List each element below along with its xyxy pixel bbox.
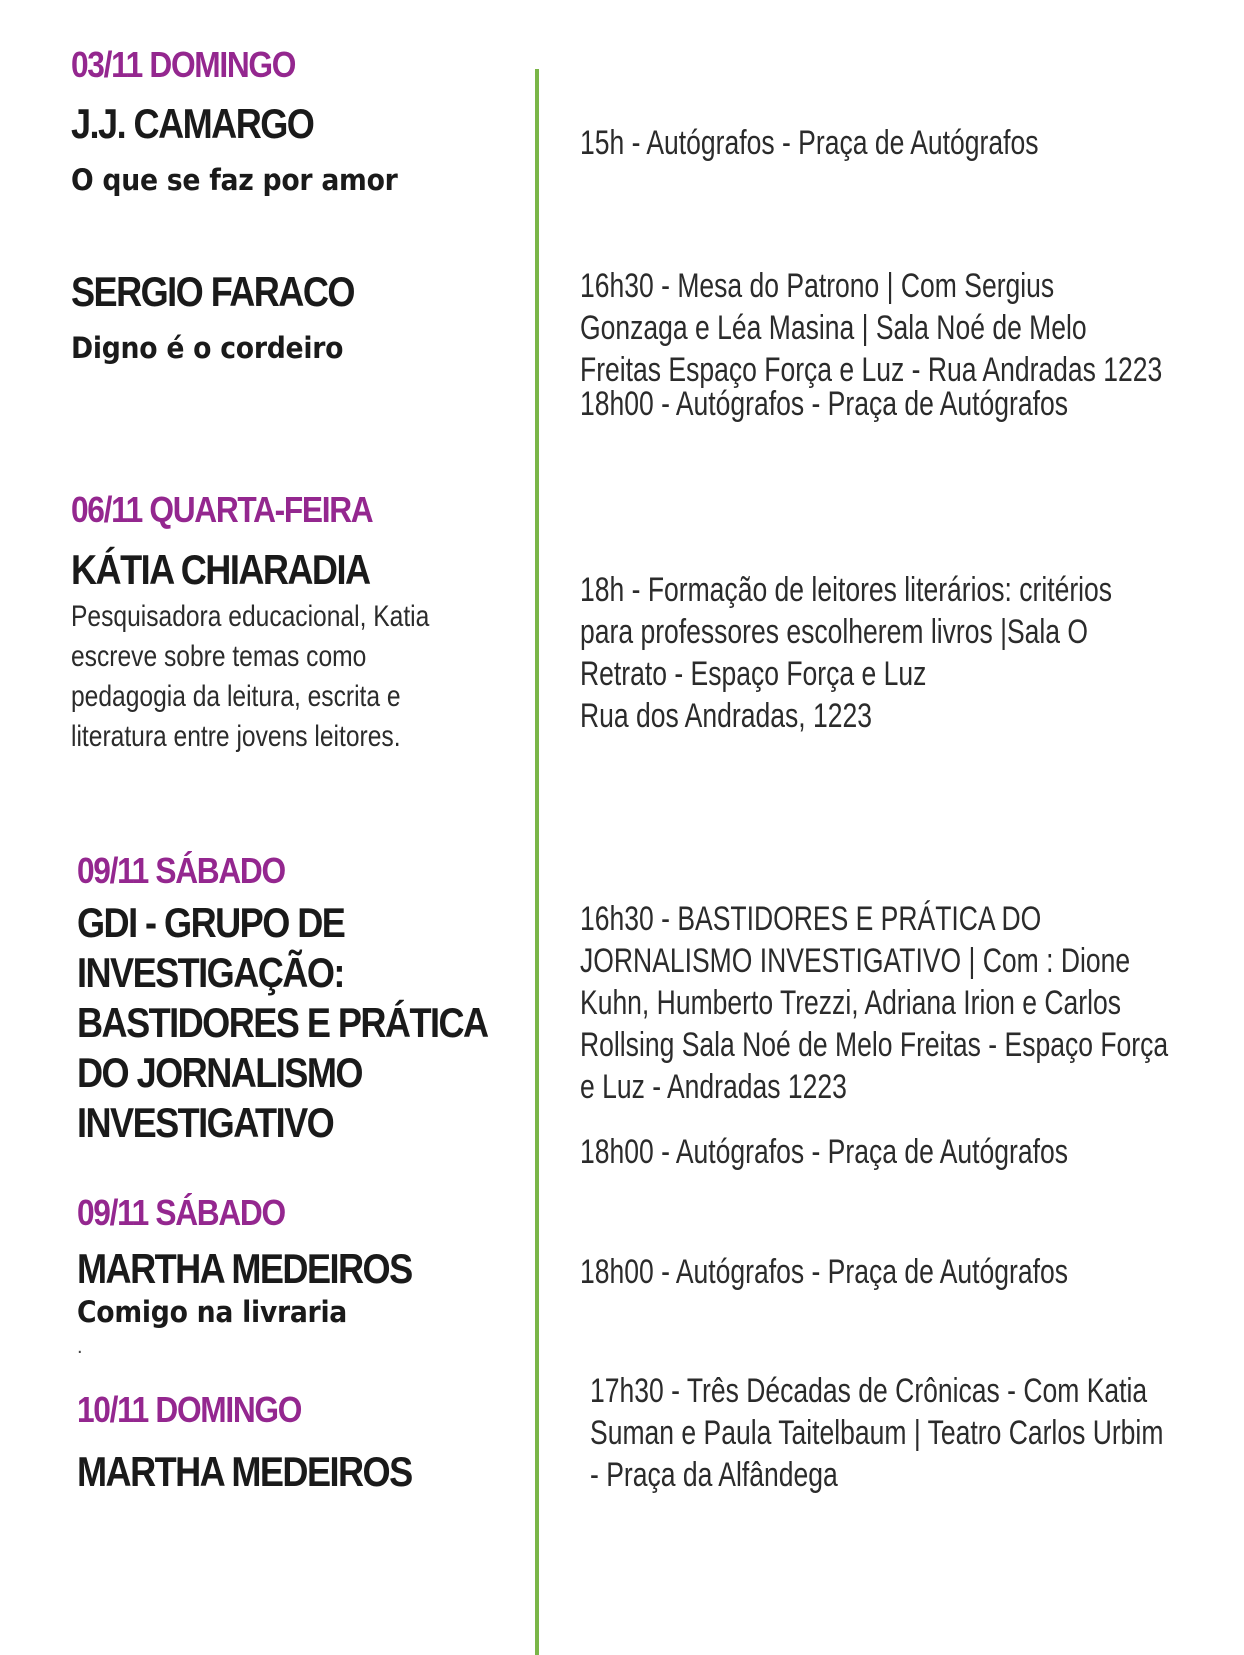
author-name: J.J. CAMARGO	[71, 100, 314, 147]
vertical-divider	[535, 69, 539, 1655]
stray-mark: .	[77, 1336, 83, 1358]
schedule-line: Rua dos Andradas, 1223	[580, 697, 872, 735]
author-name: SERGIO FARACO	[71, 268, 354, 315]
event-schedule: 18h00 - Autógrafos - Praça de Autógrafos	[580, 385, 1068, 423]
title-line: INVESTIGATIVO	[77, 1099, 334, 1146]
book-title: O que se faz por amor	[71, 163, 398, 197]
event-schedule: 18h00 - Autógrafos - Praça de Autógrafos	[580, 1133, 1068, 1171]
schedule-line: 16h30 - Mesa do Patrono | Com Sergius	[580, 267, 1055, 305]
event-schedule	[590, 1370, 1163, 1496]
event-schedule: 15h - Autógrafos - Praça de Autógrafos	[580, 124, 1039, 162]
schedule-line: Kuhn, Humberto Trezzi, Adriana Irion e Carlos	[580, 984, 1121, 1022]
schedule-line: 18h - Formação de leitores literários: critérios	[580, 571, 1113, 609]
schedule-line: Suman e Paula Taitelbaum | Teatro Carlos Urbim	[590, 1414, 1164, 1452]
schedule-line: JORNALISMO INVESTIGATIVO | Com : Dione	[580, 942, 1131, 980]
title-line: GDI - GRUPO DE	[77, 899, 345, 946]
event-schedule	[580, 898, 1168, 1108]
schedule-line: Rollsing Sala Noé de Melo Freitas - Espaço Força	[580, 1026, 1169, 1064]
event-date: 06/11 QUARTA-FEIRA	[71, 489, 373, 530]
book-title: Comigo na livraria	[77, 1295, 348, 1329]
description-line: escreve sobre temas como	[71, 640, 367, 673]
schedule-line: 17h30 - Três Décadas de Crônicas - Com Katia	[590, 1372, 1148, 1410]
event-date: 03/11 DOMINGO	[71, 44, 296, 85]
title-line: DO JORNALISMO	[77, 1049, 362, 1096]
schedule-line: Retrato - Espaço Força e Luz	[580, 655, 927, 693]
author-name: MARTHA MEDEIROS	[77, 1448, 412, 1495]
schedule-line: para professores escolherem livros |Sala O	[580, 613, 1089, 651]
description-line: Pesquisadora educacional, Katia	[71, 600, 430, 633]
schedule-line: e Luz - Andradas 1223	[580, 1068, 847, 1106]
schedule-line: 16h30 - BASTIDORES E PRÁTICA DO	[580, 900, 1042, 938]
author-description	[71, 597, 429, 757]
event-schedule	[580, 569, 1112, 737]
event-schedule: 18h00 - Autógrafos - Praça de Autógrafos	[580, 1253, 1068, 1291]
schedule-line: Gonzaga e Léa Masina | Sala Noé de Melo	[580, 309, 1087, 347]
event-date: 09/11 SÁBADO	[77, 850, 285, 891]
title-line: BASTIDORES E PRÁTICA	[77, 999, 488, 1046]
event-date: 10/11 DOMINGO	[77, 1389, 302, 1430]
author-name: MARTHA MEDEIROS	[77, 1245, 412, 1292]
description-line: literatura entre jovens leitores.	[71, 720, 401, 753]
schedule-line: Freitas Espaço Força e Luz - Rua Andradas 1223	[580, 351, 1163, 389]
author-name: KÁTIA CHIARADIA	[71, 546, 370, 593]
event-date: 09/11 SÁBADO	[77, 1192, 285, 1233]
book-title: Digno é o cordeiro	[71, 331, 344, 365]
schedule-line: - Praça da Alfândega	[590, 1456, 838, 1494]
description-line: pedagogia da leitura, escrita e	[71, 680, 401, 713]
event-schedule	[580, 265, 1162, 391]
title-line: INVESTIGAÇÃO:	[77, 949, 344, 996]
event-title	[77, 898, 488, 1148]
